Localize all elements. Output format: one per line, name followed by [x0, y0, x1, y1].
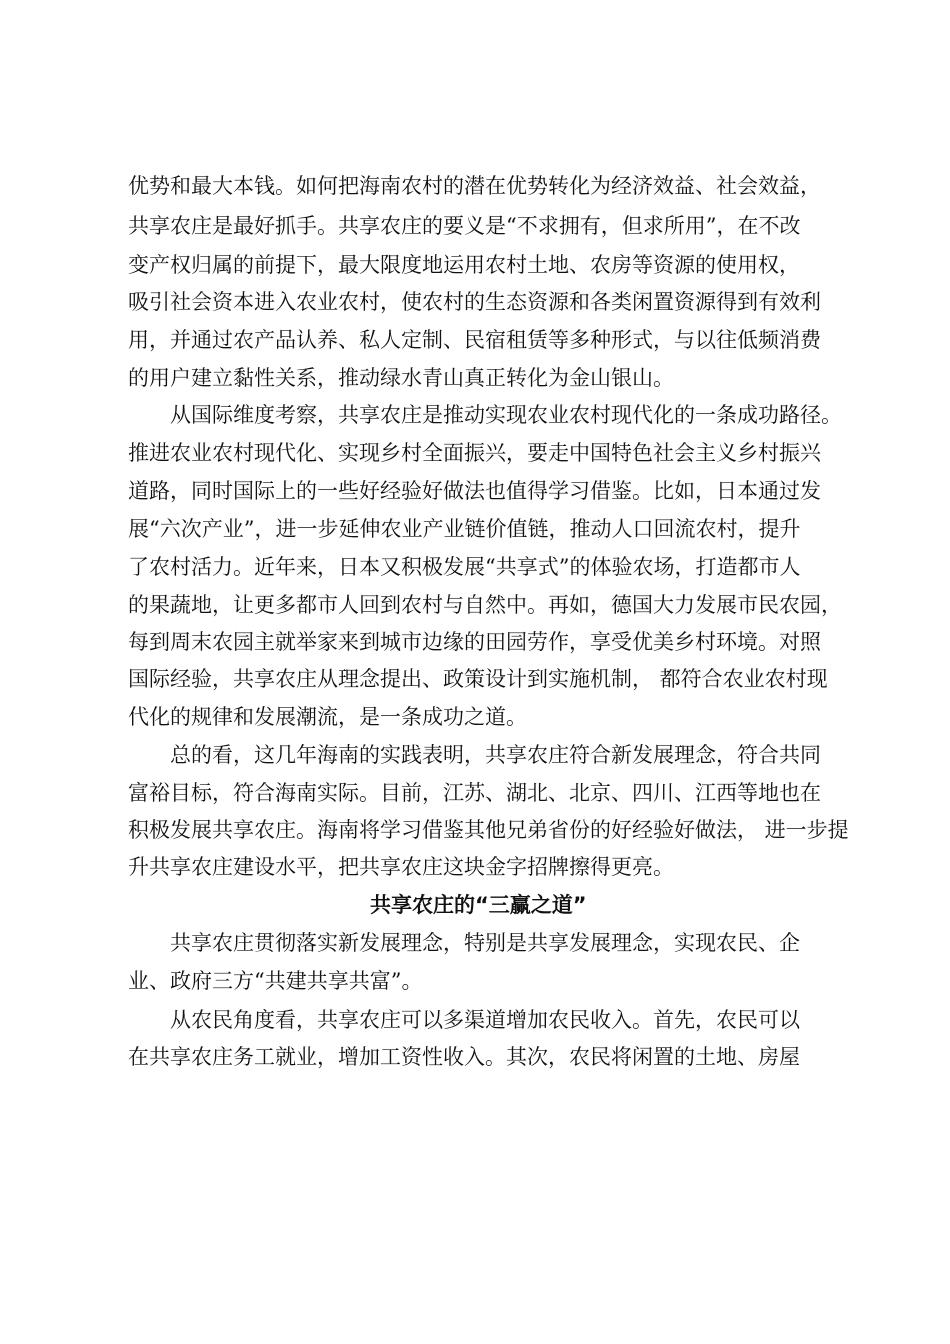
text-line: 国际经验，共享农庄从理念提出、政策设计到实施机制， 都符合农业农村现 — [128, 667, 828, 691]
text-line: 变产权归属的前提下，最大限度地运用农村土地、农房等资源的使用权， — [128, 253, 800, 277]
text-line: 积极发展共享农庄。海南将学习借鉴其他兄弟省份的好经验好做法， 进一步提 — [128, 818, 849, 842]
text-line: 富裕目标，符合海南实际。目前，江苏、湖北、北京、四川、江西等地也在 — [128, 781, 821, 805]
text-line: 业、政府三方“共建共享共富”。 — [128, 969, 423, 993]
text-line: 优势和最大本钱。如何把海南农村的潜在优势转化为经济效益、社会效益， — [128, 174, 821, 198]
text-line: 的果蔬地，让更多都市人回到农村与自然中。再如，德国大力发展市民农园， — [128, 593, 842, 617]
paragraph-first-line: 从农民角度看，共享农庄可以多渠道增加农民收入。首先，农民可以 — [170, 1008, 800, 1032]
text-line: 了农村活力。近年来，日本又积极发展“共享式”的体验农场，打造都市人 — [128, 555, 801, 579]
text-line: 每到周末农园主就举家来到城市边缘的田园劳作，享受优美乡村环境。对照 — [128, 630, 821, 654]
text-line: 道路，同时国际上的一些好经验好做法也值得学习借鉴。比如，日本通过发 — [128, 479, 821, 503]
text-line: 在共享农庄务工就业，增加工资性收入。其次，农民将闲置的土地、房屋 — [128, 1045, 800, 1069]
text-line: 升共享农庄建设水平，把共享农庄这块金字招牌擦得更亮。 — [128, 855, 674, 879]
section-heading: 共享农庄的“三赢之道” — [370, 893, 587, 917]
text-line: 展“六次产业”，进一步延伸农业产业链价值链，推动人口回流农村，提升 — [128, 517, 801, 541]
paragraph-first-line: 从国际维度考察，共享农庄是推动实现农业农村现代化的一条成功路径。 — [170, 403, 842, 427]
text-line: 推进农业农村现代化、实现乡村全面振兴，要走中国特色社会主义乡村振兴 — [128, 441, 821, 465]
text-line: 吸引社会资本进入农业农村，使农村的生态资源和各类闲置资源得到有效利 — [128, 290, 821, 314]
text-line: 代化的规律和发展潮流，是一条成功之道。 — [128, 705, 527, 729]
paragraph-first-line: 共享农庄贯彻落实新发展理念，特别是共享发展理念，实现农民、企 — [170, 931, 800, 955]
text-line: 用，并通过农产品认养、私人定制、民宿租赁等多种形式，与以往低频消费 — [128, 328, 821, 352]
text-line: 共享农庄是最好抓手。共享农庄的要义是“不求拥有，但求所用”，在不改 — [128, 214, 801, 238]
text-line: 的用户建立黏性关系，推动绿水青山真正转化为金山银山。 — [128, 366, 674, 390]
paragraph-first-line: 总的看，这几年海南的实践表明，共享农庄符合新发展理念，符合共同 — [170, 743, 821, 767]
